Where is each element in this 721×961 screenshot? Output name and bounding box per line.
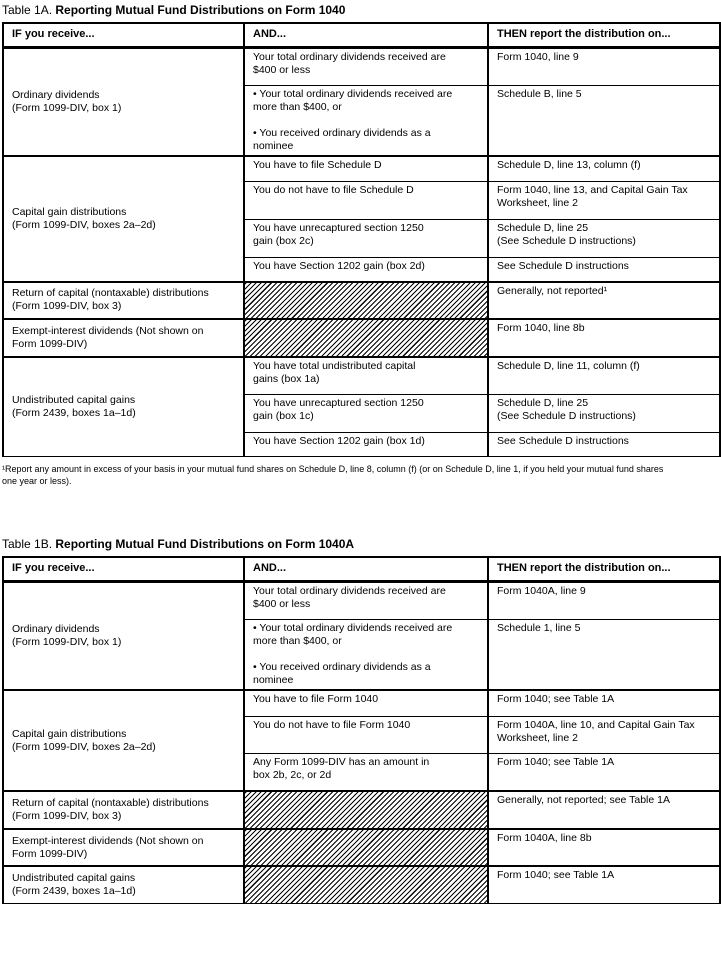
col-header-if: IF you receive... <box>3 557 244 581</box>
and-cell: You have unrecaptured section 1250 gain (box 1c) <box>244 395 488 433</box>
col-header-then: THEN report the distribution on... <box>488 23 720 47</box>
then-cell: Schedule 1, line 5 <box>488 619 720 690</box>
and-cell: Your total ordinary dividends received are $400 or less <box>244 581 488 619</box>
if-cell: Capital gain distributions (Form 1099-DIV, boxes 2a–2d) <box>3 690 244 791</box>
and-cell: You have Section 1202 gain (box 2d) <box>244 258 488 282</box>
then-cell: Schedule D, line 13, column (f) <box>488 156 720 182</box>
table-row <box>3 866 720 903</box>
if-cell: Ordinary dividends (Form 1099-DIV, box 1) <box>3 581 244 690</box>
table-1b-title <box>2 537 721 551</box>
table-1a <box>2 22 721 457</box>
and-cell: • Your total ordinary dividends received are more than $400, or • You received ordinary dividends as a nominee <box>244 85 488 156</box>
then-cell: Form 1040, line 13, and Capital Gain Tax Worksheet, line 2 <box>488 182 720 220</box>
hatch-cell <box>244 282 488 319</box>
col-header-if: IF you receive... <box>3 23 244 47</box>
and-cell: Any Form 1099-DIV has an amount in box 2b, 2c, or 2d <box>244 753 488 791</box>
then-cell: Form 1040; see Table 1A <box>488 866 720 903</box>
then-cell: Form 1040, line 9 <box>488 47 720 85</box>
then-cell: See Schedule D instructions <box>488 258 720 282</box>
and-cell: You have to file Form 1040 <box>244 690 488 716</box>
table-1a-title <box>2 3 721 17</box>
table-row <box>3 581 720 619</box>
if-cell: Ordinary dividends (Form 1099-DIV, box 1) <box>3 47 244 156</box>
table-row <box>3 690 720 716</box>
then-cell: Schedule D, line 11, column (f) <box>488 357 720 395</box>
col-header-then: THEN report the distribution on... <box>488 557 720 581</box>
and-cell: • Your total ordinary dividends received are more than $400, or • You received ordinary dividends as a nominee <box>244 619 488 690</box>
table-1a-title-text: Reporting Mutual Fund Distributions on Form 1040 <box>55 3 346 17</box>
then-cell: Form 1040A, line 9 <box>488 581 720 619</box>
then-cell: Schedule D, line 25 (See Schedule D instructions) <box>488 220 720 258</box>
if-cell: Return of capital (nontaxable) distributions (Form 1099-DIV, box 3) <box>3 791 244 829</box>
table-row <box>3 23 720 47</box>
hatch-cell <box>244 319 488 357</box>
table-1a-title-prefix: Table 1A. <box>2 3 53 17</box>
and-cell: You have to file Schedule D <box>244 156 488 182</box>
if-cell: Exempt-interest dividends (Not shown on Form 1099-DIV) <box>3 829 244 866</box>
table-1b-title-text: Reporting Mutual Fund Distributions on Form 1040A <box>55 537 355 551</box>
then-cell: Form 1040; see Table 1A <box>488 690 720 716</box>
and-cell: Your total ordinary dividends received are $400 or less <box>244 47 488 85</box>
table-row <box>3 319 720 357</box>
then-cell: Schedule D, line 25 (See Schedule D instructions) <box>488 395 720 433</box>
then-cell: Form 1040A, line 8b <box>488 829 720 866</box>
then-cell: Schedule B, line 5 <box>488 85 720 156</box>
footnote: ¹Report any amount in excess of your basis in your mutual fund shares on Schedule D, line 8, column (f) (or on Schedule D, line 1, if you held your mutual fund shares one year or less). <box>2 464 664 486</box>
table-1b <box>2 556 721 904</box>
col-header-and: AND... <box>244 23 488 47</box>
if-cell: Undistributed capital gains (Form 2439, boxes 1a–1d) <box>3 357 244 457</box>
hatch-cell <box>244 866 488 903</box>
table-row <box>3 357 720 395</box>
then-cell: Form 1040; see Table 1A <box>488 753 720 791</box>
hatch-cell <box>244 829 488 866</box>
table-row <box>3 156 720 182</box>
then-cell: Form 1040, line 8b <box>488 319 720 357</box>
then-cell: Generally, not reported¹ <box>488 282 720 319</box>
then-cell: Form 1040A, line 10, and Capital Gain Tax Worksheet, line 2 <box>488 716 720 753</box>
table-row <box>3 791 720 829</box>
col-header-and: AND... <box>244 557 488 581</box>
and-cell: You have unrecaptured section 1250 gain (box 2c) <box>244 220 488 258</box>
table-row <box>3 829 720 866</box>
table-row <box>3 47 720 85</box>
then-cell: See Schedule D instructions <box>488 433 720 457</box>
if-cell: Capital gain distributions (Form 1099-DIV, boxes 2a–2d) <box>3 156 244 282</box>
if-cell: Return of capital (nontaxable) distributions (Form 1099-DIV, box 3) <box>3 282 244 319</box>
then-cell: Generally, not reported; see Table 1A <box>488 791 720 829</box>
hatch-cell <box>244 791 488 829</box>
if-cell: Exempt-interest dividends (Not shown on Form 1099-DIV) <box>3 319 244 357</box>
table-1b-title-prefix: Table 1B. <box>2 537 53 551</box>
and-cell: You have Section 1202 gain (box 1d) <box>244 433 488 457</box>
table-row <box>3 557 720 581</box>
and-cell: You have total undistributed capital gains (box 1a) <box>244 357 488 395</box>
and-cell: You do not have to file Schedule D <box>244 182 488 220</box>
and-cell: You do not have to file Form 1040 <box>244 716 488 753</box>
if-cell: Undistributed capital gains (Form 2439, boxes 1a–1d) <box>3 866 244 903</box>
table-row <box>3 282 720 319</box>
